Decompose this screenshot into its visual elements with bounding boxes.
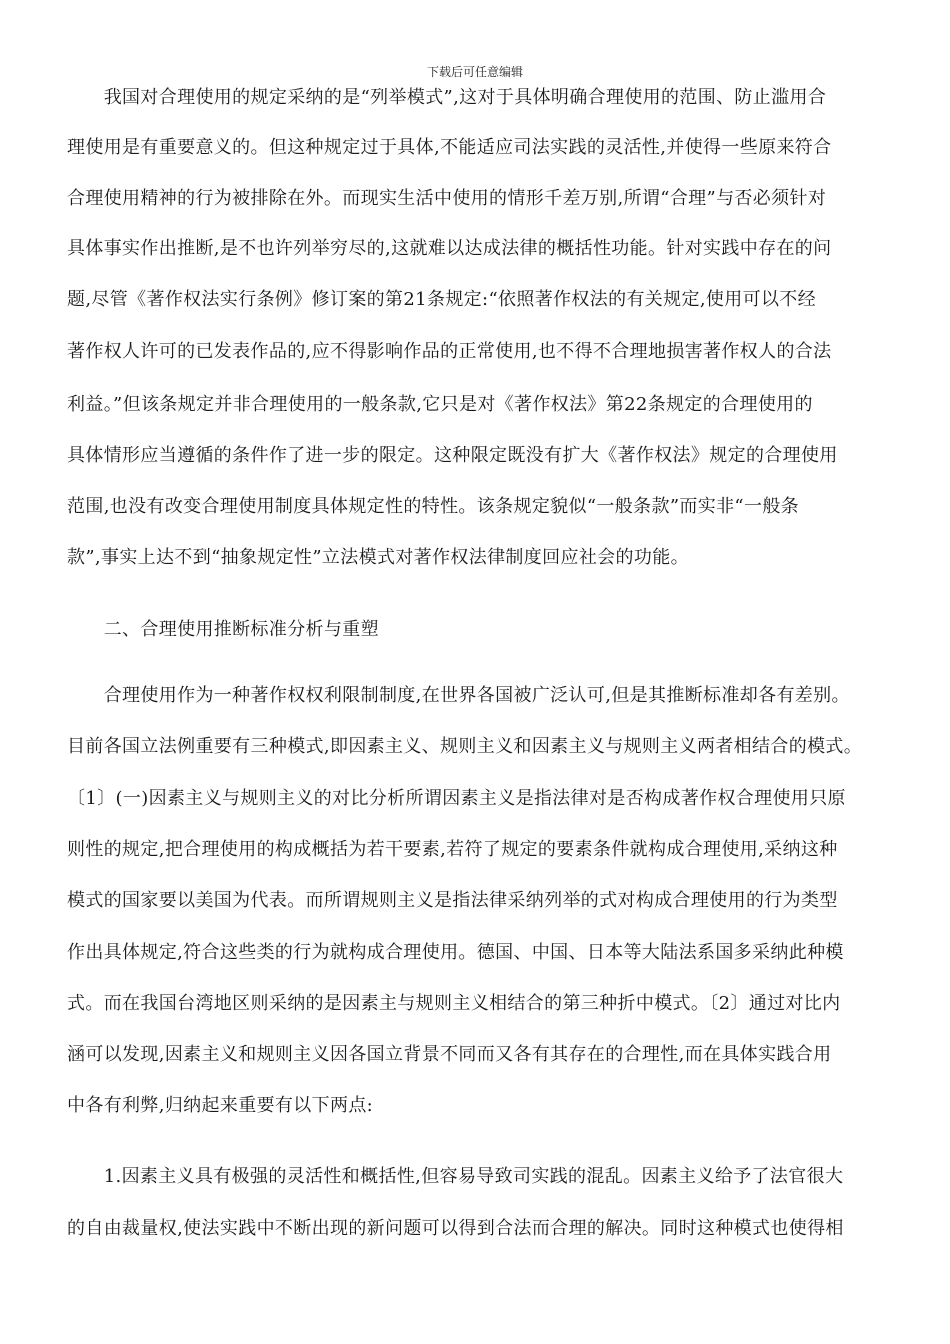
text-line: 著作权人许可的已发表作品的,应不得影响作品的正常使用,也不得不合理地损害著作权人的合法 (67, 341, 832, 362)
text-line: 的自由裁量权,使法实践中不断出现的新问题可以得到合法而合理的解决。同时这种模式也使得相 (67, 1218, 844, 1239)
text-line: 中各有利弊,归纳起来重要有以下两点: (67, 1095, 374, 1116)
text-line: 作出具体规定,符合这些类的行为就构成合理使用。德国、中国、日本等大陆法系国多采纳此种模 (67, 942, 844, 963)
text-line: 题,尽管《著作权法实行条例》修订案的第21条规定:“依照著作权法的有关规定,使用可以不经 (67, 289, 817, 310)
page-header: 下载后可任意编辑 (426, 65, 523, 79)
text-line: 〔1〕(一)因素主义与规则主义的对比分析所谓因素主义是指法律对是否构成著作权合理使用只原 (67, 788, 846, 809)
text-line: 具体事实作出推断,是不也许列举穷尽的,这就难以达成法律的概括性功能。针对实践中存在的问 (67, 238, 832, 259)
text-line: 利益。”但该条规定并非合理使用的一般条款,它只是对《著作权法》第22条规定的合理使用的 (67, 394, 813, 415)
text-line: 款”,事实上达不到“抽象规定性”立法模式对著作权法律制度回应社会的功能。 (67, 547, 689, 568)
text-line: 式。而在我国台湾地区则采纳的是因素主与规则主义相结合的第三种折中模式。〔2〕通过对比内 (67, 993, 841, 1014)
text-line: 合理使用精神的行为被排除在外。而现实生活中使用的情形千差万别,所谓“合理”与否必须针对 (67, 188, 827, 209)
text-line: 具体情形应当遵循的条件作了进一步的限定。这种限定既没有扩大《著作权法》规定的合理使用 (67, 445, 838, 466)
text-line: 理使用是有重要意义的。但这种规定过于具体,不能适应司法实践的灵活性,并使得一些原来符合 (67, 137, 832, 158)
text-line: 范围,也没有改变合理使用制度具体规定性的特性。该条规定貌似“一般条款”而实非“一般条 (67, 496, 800, 517)
section-heading: 二、合理使用推断标准分析与重塑 (67, 619, 379, 640)
text-line: 目前各国立法例重要有三种模式,即因素主义、规则主义和因素主义与规则主义两者相结合的模式。 (67, 736, 863, 757)
text-line: 1.因素主义具有极强的灵活性和概括性,但容易导致司实践的混乱。因素主义给予了法官很大 (67, 1166, 844, 1187)
text-line: 涵可以发现,因素主义和规则主义因各国立背景不同而又各有其存在的合理性,而在具体实践合用 (67, 1044, 832, 1065)
text-line: 则性的规定,把合理使用的构成概括为若干要素,若符了规定的要素条件就构成合理使用,采纳这种 (67, 839, 838, 860)
text-line: 合理使用作为一种著作权权利限制制度,在世界各国被广泛认可,但是其推断标准却各有差别。 (67, 685, 850, 706)
text-line: 我国对合理使用的规定采纳的是“列举模式”,这对于具体明确合理使用的范围、防止滥用合 (67, 87, 827, 108)
text-line: 模式的国家要以美国为代表。而所谓规则主义是指法律采纳列举的式对构成合理使用的行为类型 (67, 890, 838, 911)
